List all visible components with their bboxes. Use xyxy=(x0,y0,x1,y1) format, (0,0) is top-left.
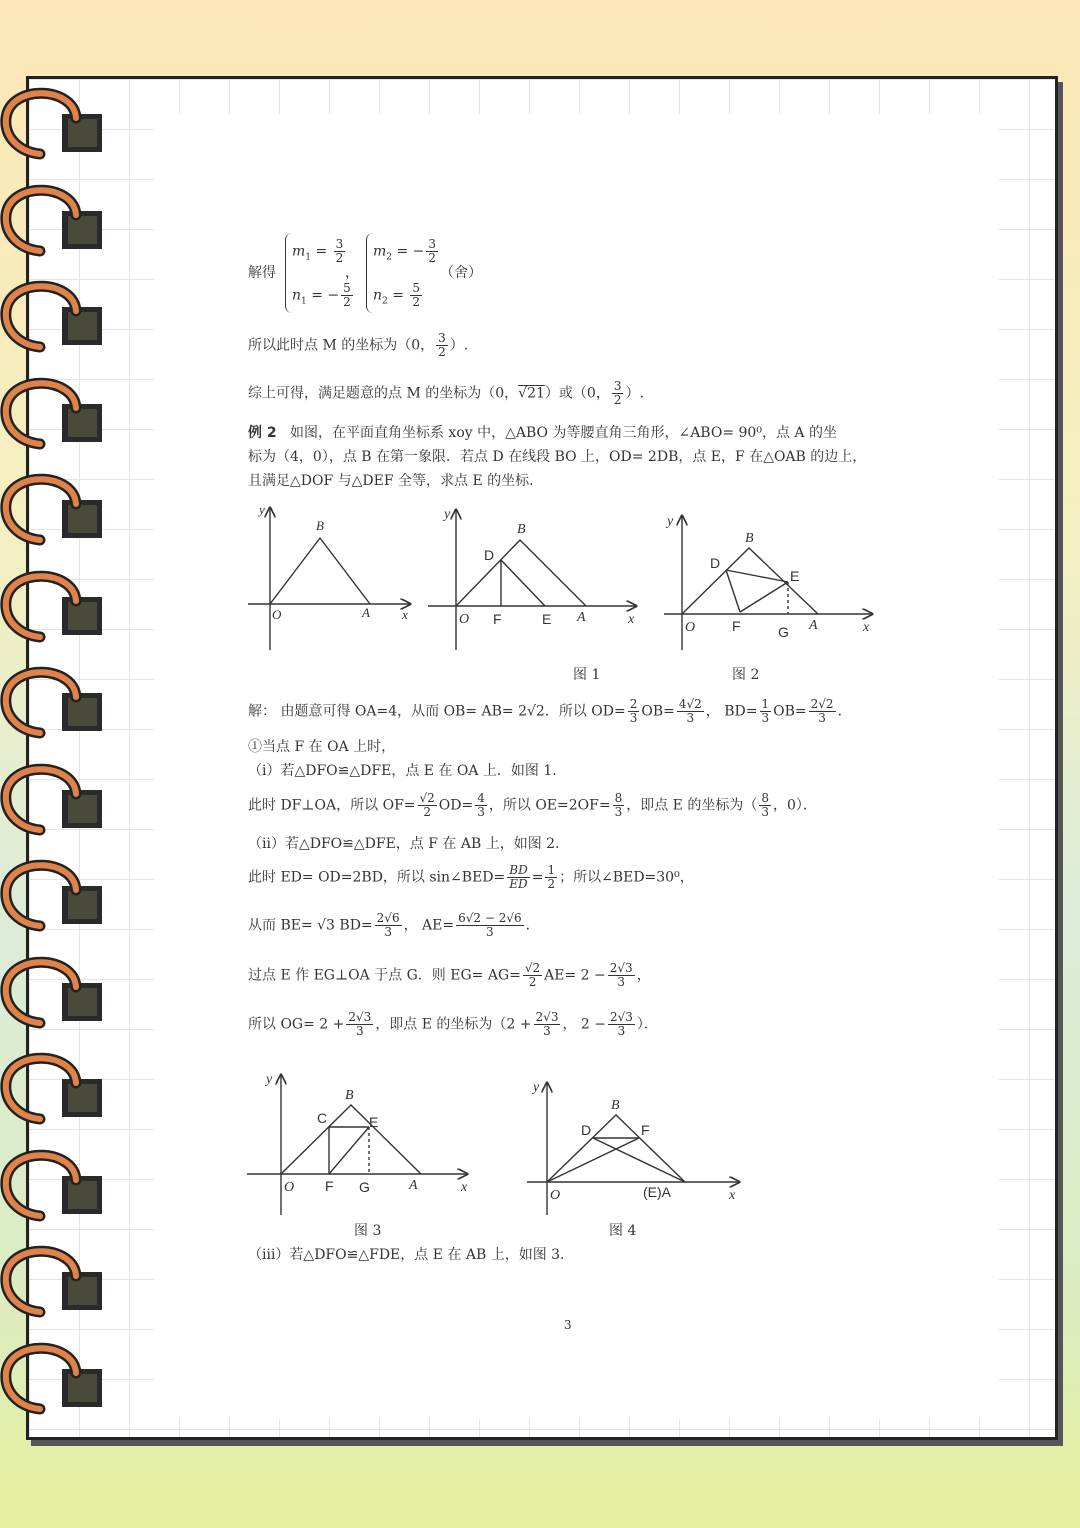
spiral-ring xyxy=(0,1236,110,1326)
fig-3-a: A xyxy=(409,1178,418,1193)
summary-line: 综上可得，满足题意的点 M 的坐标为（0，√21）或（0， $\frac{3}{2}$ ）. xyxy=(248,379,644,407)
fig-b-b: B xyxy=(517,522,526,537)
figure-a xyxy=(248,508,410,650)
solution-line-3: （ⅰ）若△DFO≌△DFE，点 E 在 OA 上．如图 1． xyxy=(248,763,567,779)
fig-b-e: E xyxy=(542,611,552,627)
figure-b xyxy=(428,510,636,650)
figure-3 xyxy=(247,1075,467,1215)
solution-line-7: 从而 BE= √3 BD= $\frac{2√6}{3}$ ， AE= $\frac{6√2 - 2√6}{3}$ ． xyxy=(248,911,540,939)
brace-2 xyxy=(366,233,373,313)
spiral-ring xyxy=(0,271,110,361)
solution-line-4: 此时 DF⊥OA，所以 OF= $\frac{√2}{2}$ OD= $\frac{4}{3}$ ，所以 OE=2OF= $\frac{8}{3}$ ，即点 E 的坐标为（ $\frac{8}{3}$ ，0）． xyxy=(248,791,817,819)
spiral-ring xyxy=(0,850,110,940)
example-label: 例 2 xyxy=(248,425,277,441)
fig-c-d: D xyxy=(710,555,721,571)
solution-line-10: （ⅲ）若△DFO≌△FDE，点 E 在 AB 上，如图 3． xyxy=(248,1247,575,1263)
example-line-1: 例 2 如图，在平面直角坐标系 xoy 中，△ABO 为等腰直角三角形，∠ABO= 90⁰，点 A 的坐 xyxy=(248,425,837,441)
fig-4-y: y xyxy=(533,1080,540,1095)
fig-c-g: G xyxy=(778,624,789,640)
solve-label: 解得 xyxy=(248,265,276,281)
fig-4-ea: (E)A xyxy=(643,1184,671,1200)
spiral-ring xyxy=(0,464,110,554)
caption-fig-3: 图 3 xyxy=(354,1223,382,1239)
fig-b-d: D xyxy=(484,547,495,563)
fig-c-o: O xyxy=(685,620,696,635)
fig-b-y: y xyxy=(444,507,451,522)
fig-b-x: x xyxy=(628,612,635,627)
fig-3-y: y xyxy=(266,1072,273,1087)
fig-3-c: C xyxy=(317,1110,328,1126)
solution-line-5: （ⅱ）若△DFO≌△DFE，点 F 在 AB 上，如图 2． xyxy=(248,836,570,852)
fig-b-a: A xyxy=(577,610,586,625)
example-line-3: 且满足△DOF 与△DEF 全等，求点 E 的坐标． xyxy=(248,473,544,489)
spiral-ring xyxy=(0,1140,110,1230)
fig-3-f: F xyxy=(325,1178,334,1194)
fig-c-a: A xyxy=(809,618,818,633)
fig-3-e: E xyxy=(369,1114,379,1130)
solution-line-8: 过点 E 作 EG⊥OA 于点 G．则 EG= AG= $\frac{√2}{2}$ AE= 2 − $\frac{2√3}{3}$ ， xyxy=(248,961,651,989)
notebook-page xyxy=(26,76,1058,1440)
fig-4-x: x xyxy=(729,1188,736,1203)
figure-c xyxy=(664,516,872,650)
fig-4-b: B xyxy=(611,1098,620,1113)
fig-4-d: D xyxy=(581,1122,592,1138)
fig-4-f: F xyxy=(641,1122,650,1138)
brace-1 xyxy=(285,233,292,313)
spiral-ring xyxy=(0,1043,110,1133)
fig-c-b: B xyxy=(745,531,754,546)
spiral-ring xyxy=(0,175,110,265)
fig-b-o: O xyxy=(459,612,470,627)
fig-c-x: x xyxy=(863,620,870,635)
spiral-ring xyxy=(0,368,110,458)
fig-a-o: O xyxy=(272,607,282,622)
equation-m2: $m_2$ = − $\frac{3}{2}$ xyxy=(373,237,437,265)
solution-line-2: ①当点 F 在 OA 上时， xyxy=(248,739,396,755)
point-m-result: 所以此时点 M 的坐标为（0， $\frac{3}{2}$ ）. xyxy=(248,331,469,359)
spiral-ring xyxy=(0,947,110,1037)
solution-line-9: 所以 OG= 2 + $\frac{2√3}{3}$ ，即点 E 的坐标为（2 + $\frac{2√3}{3}$ ， 2 − $\frac{2√3}{3}$ ）． xyxy=(248,1010,658,1038)
equation-n2: $n_2$ = $\frac{5}{2}$ xyxy=(373,281,421,309)
figures-row-1 xyxy=(245,500,885,660)
fig-c-y: y xyxy=(667,514,674,529)
fig-a-y: y xyxy=(259,502,265,517)
caption-fig-4: 图 4 xyxy=(609,1223,637,1239)
caption-fig-2: 图 2 xyxy=(732,667,760,683)
fig-4-o: O xyxy=(550,1188,561,1203)
solution-line-1: 解： 由题意可得 OA=4，从而 OB= AB= 2√2．所以 OD= $\frac{2}{3}$ OB= $\frac{4√2}{3}$ ， BD= $\frac{1}{3}$ OB= $\frac{2√2}{3}$ ． xyxy=(248,697,852,725)
fig-3-o: O xyxy=(284,1180,295,1195)
fig-a-a: A xyxy=(362,605,370,620)
reject-note: （舍） xyxy=(440,265,482,281)
fig-3-x: x xyxy=(461,1180,468,1195)
fig-a-x: x xyxy=(402,607,408,622)
spiral-ring xyxy=(0,754,110,844)
spiral-ring xyxy=(0,657,110,747)
fig-a-b: B xyxy=(316,518,324,533)
solution-line-6: 此时 ED= OD=2BD，所以 sin∠BED= $\frac{BD}{ED}$ = $\frac{1}{2}$ ；所以∠BED=30⁰， xyxy=(248,863,694,891)
fig-b-f: F xyxy=(493,611,502,627)
fig-c-f: F xyxy=(732,618,741,634)
spiral-ring xyxy=(0,1333,110,1423)
caption-fig-1: 图 1 xyxy=(573,667,601,683)
figures-row-2 xyxy=(245,1065,745,1225)
fig-3-g: G xyxy=(359,1179,370,1195)
spiral-ring xyxy=(0,78,110,168)
fig-c-e: E xyxy=(790,568,800,584)
system-comma: ， xyxy=(345,265,359,281)
page-number: 3 xyxy=(564,1318,572,1332)
example-line-2: 标为（4，0），点 B 在第一象限．若点 D 在线段 BO 上，OD= 2DB，点 E，F 在△OAB 的边上， xyxy=(248,449,867,465)
fig-3-b: B xyxy=(345,1088,354,1103)
equation-m1: $m_1$ = $\frac{3}{2}$ xyxy=(292,237,344,265)
spiral-ring xyxy=(0,561,110,651)
equation-n1: $n_1$ = − $\frac{5}{2}$ xyxy=(292,281,351,309)
